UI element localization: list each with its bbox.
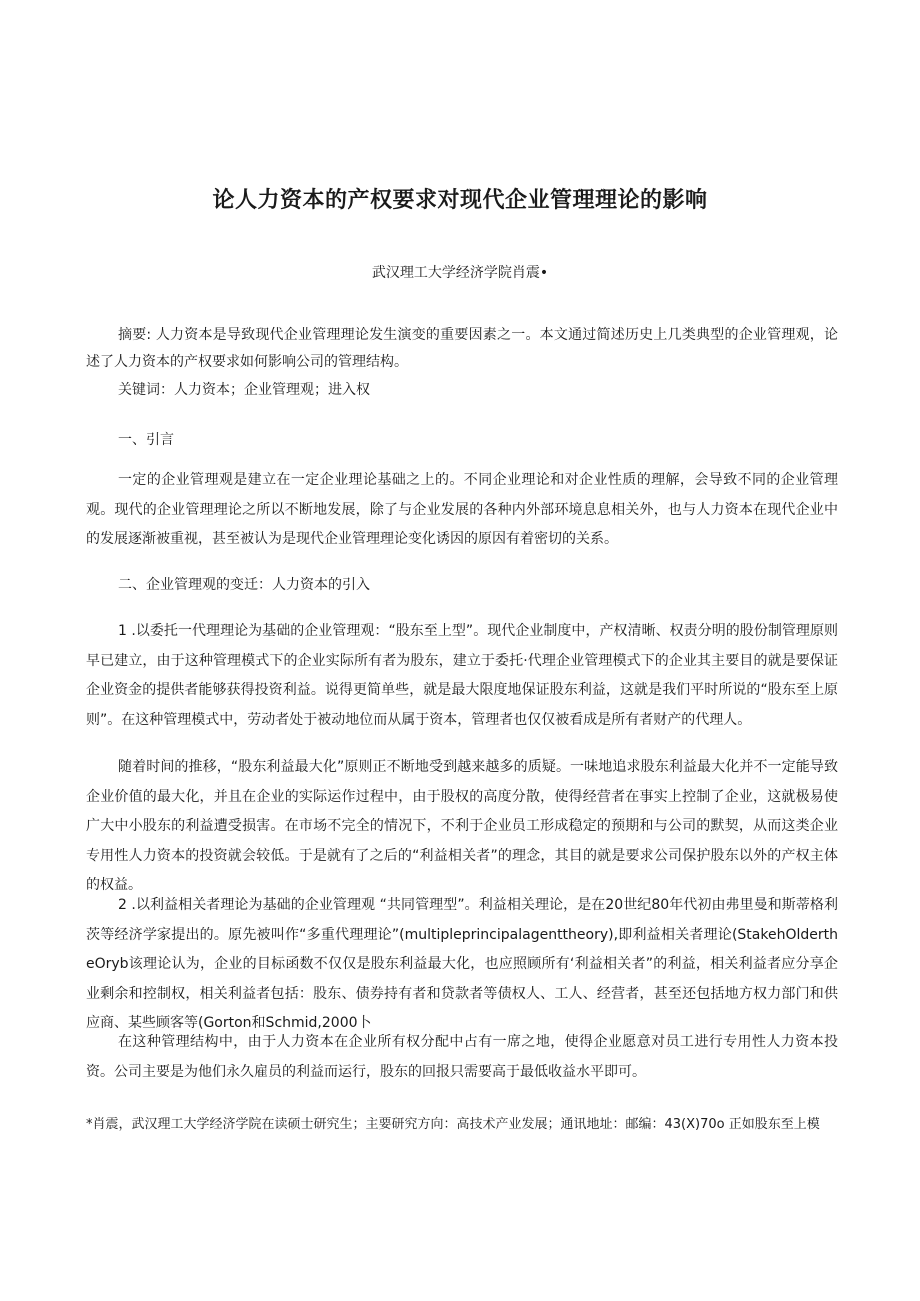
paragraph-3: 2 .以利益相关者理论为基础的企业管理观 “共同管理型”。利益相关理论，是在20世纪80年代初由弗里曼和斯蒂格利茨等经济学家提出的。原先被叫作“多重代理理论”(multipleprincipalagenttheory),即利益相关者理论(StakehOldertheOryb该理论认为，企业的目标函数不仅仅是股东利益最大化，也应照顾所有‘利益相关者”的利益，相关利益者应分享企业剩余和控制权，相关利益者包括：股东、债券持有者和贷款者等债权人、工人、经营者，甚至还包括地方权力部门和供应商、某些顾客等(Gorton和Schmid,2000卜 <box>86 897 838 1031</box>
paragraph-4: 在这种管理结构中，由于人力资本在企业所有权分配中占有一席之地，使得企业愿意对员工进行专用性人力资本投资。公司主要是为他们永久雇员的利益而运行，股东的回报只需要高于最低收益水平即可。 <box>86 1034 838 1080</box>
author-line: 武汉理工大学经济学院肖震• <box>371 265 549 281</box>
paragraph-1: 1 .以委托一代理理论为基础的企业管理观：“股东至上型”。现代企业制度中，产权清晰、权责分明的股份制管理原则早已建立，由于这种管理模式下的企业实际所有者为股东，建立于委托·代理企业管理模式下的企业其主要目的就是要保证企业资金的提供者能够获得投资利益。说得更简单些，就是最大限度地保证股东利益，这就是我们平时所说的“股东至上原则”。在这种管理模式中，劳动者处于被动地位而从属于资本，管理者也仅仅被看成是所有者财产的代理人。 <box>86 623 838 728</box>
section1-heading: 一、引言 <box>118 432 174 448</box>
section2-heading: 二、企业管理观的变迁：人力资本的引入 <box>118 577 370 593</box>
document-title: 论人力资本的产权要求对现代企业管理理论的影响 <box>212 188 708 213</box>
keywords: 关键词：人力资本；企业管理观；进入权 <box>118 382 370 398</box>
paragraph-2: 随着时间的推移，“股东利益最大化”原则正不断地受到越来越多的质疑。一味地追求股东利益最大化并不一定能导致企业价值的最大化，并且在企业的实际运作过程中，由于股权的高度分散，使得经营者在事实上控制了企业，这就极易使广大中小股东的利益遭受损害。在市场不完全的情况下，不利于企业员工形成稳定的预期和与公司的默契，从而这类企业专用性人力资本的投资就会较低。于是就有了之后的“利益相关者”的理念，其目的就是要求公司保护股东以外的产权主体的权益。 <box>86 759 838 893</box>
abstract: 摘要: 人力资本是导致现代企业管理理论发生演变的重要因素之一。本文通过简述历史上几类典型的企业管理观，论述了人力资本的产权要求如何影响公司的管理结构。 <box>86 327 838 370</box>
footnote: *肖震，武汉理工大学经济学院在读硕士研究生；主要研究方向：高技术产业发展；通讯地址：邮编：43(X)70o 正如股东至上模 <box>86 1117 820 1132</box>
section1-paragraph: 一定的企业管理观是建立在一定企业理论基础之上的。不同企业理论和对企业性质的理解，会导致不同的企业管理观。现代的企业管理理论之所以不断地发展，除了与企业发展的各种内外部环境息息相关外，也与人力资本在现代企业中的发展逐渐被重视，甚至被认为是现代企业管理理论变化诱因的原因有着密切的关系。 <box>86 472 838 547</box>
